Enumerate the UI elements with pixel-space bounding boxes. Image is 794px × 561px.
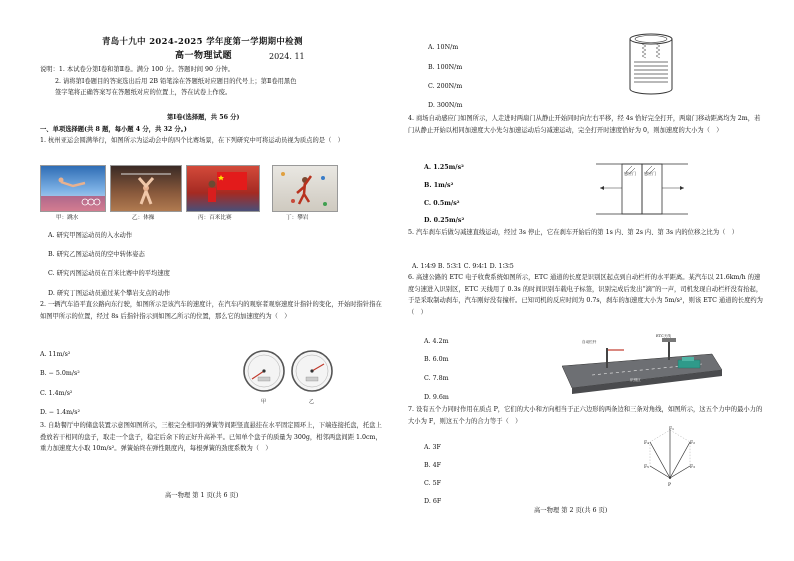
gauge-label-b: 乙 — [309, 399, 315, 405]
q4-option-d[interactable]: D. 0.25m/s² — [424, 217, 465, 224]
note-line-2: 2. 请将第Ⅰ卷题目的答案选出后用 2B 铅笔涂在答题纸对应题目的代号上；第Ⅱ卷用黑色 — [55, 78, 297, 85]
q4-option-c[interactable]: C. 0.5m/s² — [424, 200, 460, 207]
q5-stem: 5. 汽车刹车后做匀减速直线运动，经过 3s 停止，它在刹车开始后的第 1s 内、第 2s 内、第 3s 内的位移之比为（ ） — [408, 229, 739, 236]
q4-option-b[interactable]: B. 1m/s² — [424, 182, 454, 189]
q2-option-c[interactable]: C. 1.4m/s² — [40, 390, 73, 397]
q7-option-a[interactable]: A. 3F — [424, 444, 441, 451]
force-label-f2: F₂ — [690, 441, 695, 446]
q3-option-b[interactable]: B. 100N/m — [428, 64, 463, 71]
q6-option-d[interactable]: D. 9.6m — [424, 394, 449, 401]
q4-option-a[interactable]: A. 1.25m/s² — [424, 164, 464, 171]
q4-stem: 4. 商场自动感应门如图所示，人走进时两扇门从静止开始同时向左右平移，经 4s 恰好完全打开，两扇门移动距离均为 2m，若门从静止开始以相同加速度大小先匀加速运动后匀减速运动，完全打开时速度恰好为 0，则加速度的大小为（ ） — [408, 115, 761, 134]
q6-option-b[interactable]: B. 6.0m — [424, 356, 449, 363]
q5-options[interactable]: A. 1∶4∶9 B. 5∶3∶1 C. 9∶4∶1 D. 1∶3∶5 — [412, 263, 514, 270]
q3-plate-dispenser — [626, 32, 676, 96]
force-label-f4: F₄ — [644, 441, 649, 446]
etc-label-zone: 识别区 — [630, 378, 641, 382]
force-label-f3: F₃ — [690, 465, 695, 470]
page-1 — [40, 0, 385, 561]
door-label-right: 感应门 — [644, 171, 656, 176]
q1-option-b[interactable]: B. 研究乙图运动员的空中转体姿态 — [48, 251, 145, 258]
q6-etc-lane — [562, 326, 722, 396]
q1-option-d[interactable]: D. 研究丁图运动员通过某个攀岩支点的动作 — [48, 290, 171, 297]
force-label-p: P — [668, 483, 672, 488]
q3-option-c[interactable]: C. 200N/m — [428, 83, 463, 90]
q1-option-a[interactable]: A. 研究甲图运动员的入水动作 — [48, 232, 133, 239]
diver-figure-icon — [41, 166, 105, 211]
q1-photo-climbing — [272, 165, 338, 212]
q2-stem: 2. 一辆汽车沿平直公路向东行驶，如图所示是该汽车的速度计，在汽车内的观察者观察速度计指针的变化，开始时指针指在如图甲所示的位置，经过 8s 后指针指示到如图乙所示的位置，那么它的加速度约为（ ） — [40, 301, 382, 320]
q4-sliding-doors — [596, 158, 688, 220]
gauge-label-a: 甲 — [261, 399, 267, 405]
q1-caption-4: 丁：攀岩 — [286, 215, 309, 221]
page-2 — [408, 0, 763, 561]
exam-date: 2024. 11 — [269, 52, 305, 61]
climber-figure-icon — [273, 166, 337, 211]
gymnast-figure-icon — [111, 166, 181, 211]
etc-label-antenna: ETC天线 — [656, 334, 671, 338]
q3-option-d[interactable]: D. 300N/m — [428, 102, 463, 109]
q6-option-a[interactable]: A. 4.2m — [424, 338, 449, 345]
q7-option-d[interactable]: D. 6F — [424, 498, 442, 505]
q1-photo-sprint — [186, 165, 260, 212]
q3-stem: 3. 自助餐厅中的储盘装置示意图如图所示，三根完全相同的弹簧等间距竖直悬挂在水平固定圆环上，下端连接托盘，托盘上叠放若干相同的盘子，取走一个盘子，稳定后余下的正好升高补平。已知单个盘子的质量为 300g，相邻两盘间距 1.0cm，重力加速度大小取 10m/s²。弹簧始终在弹性限度内，每根弹簧的劲度系数为（ ） — [40, 422, 382, 452]
exam-title: 青岛十九中 2024-2025 学年度第一学期期中检测 — [102, 36, 303, 46]
exam-subtitle: 高一物理试题 — [175, 51, 233, 61]
q1-photo-gymnastics — [110, 165, 182, 212]
sprinter-figure-icon — [187, 166, 259, 211]
speedometer-a — [244, 351, 284, 391]
force-label-f5: F₅ — [644, 465, 649, 470]
section-heading: 一、单项选择题(共 8 题，每小题 4 分，共 32 分。) — [40, 126, 187, 133]
q1-caption-2: 乙：体操 — [132, 215, 155, 221]
q7-option-c[interactable]: C. 5F — [424, 480, 441, 487]
force-label-f1: F₁ — [669, 427, 674, 432]
q2-option-b[interactable]: B. − 5.0m/s² — [40, 370, 80, 377]
q7-stem: 7. 设有五个力同时作用在质点 P，它们的大小和方向相当于正六边形的两条边和三条对角线，如图所示，这五个力中的最小力的大小为 F，则这五个力的合力等于（ ） — [408, 406, 763, 425]
etc-label-barrier: 自动栏杆 — [582, 340, 597, 344]
q2-speedometers — [240, 349, 336, 397]
speedometer-b — [292, 351, 332, 391]
note-line-3: 签字笔将正确答案写在答题纸对应的位置上，答在试卷上作废。 — [55, 89, 232, 96]
q1-photo-diving — [40, 165, 106, 212]
q2-option-d[interactable]: D. − 1.4m/s² — [40, 409, 80, 416]
q3-option-a[interactable]: A. 10N/m — [428, 44, 459, 51]
q7-option-b[interactable]: B. 4F — [424, 462, 442, 469]
door-label-left: 感应门 — [624, 171, 636, 176]
q1-caption-3: 丙：百米比赛 — [198, 215, 232, 221]
q2-option-a[interactable]: A. 11m/s² — [40, 351, 71, 358]
q1-stem: 1. 杭州亚运会圆满举行，如图所示为运动会中的四个比赛场景，在下列研究中可将运动员视为质点的是（ ） — [40, 137, 344, 144]
q1-caption-1: 甲：跳水 — [56, 215, 79, 221]
q6-option-c[interactable]: C. 7.8m — [424, 375, 449, 382]
q6-stem: 6. 高速公路的 ETC 电子收费系统如图所示，ETC 通道的长度是识别区起点到自动栏杆的水平距离。某汽车以 21.6km/h 的速度匀速进入识别区，ETC 天线用了 0.3s 的时间识别车载电子标签，识别完成后发出“滴”的一声，司机发现自动栏杆没有抬起，于是采取制动刹车，汽车刚好没有撞杆。已知司机的反应时间为 0.7s，刹车的加速度大小为 5m/s²，则该 ETC 通道的长度约为（ ） — [408, 274, 763, 316]
q1-option-c[interactable]: C. 研究丙图运动员在百米比赛中的平均速度 — [48, 270, 170, 277]
footer-page-2: 高一物理 第 2 页(共 6 页) — [534, 507, 608, 514]
note-line-1: 说明：1. 本试卷分第Ⅰ卷和第Ⅱ卷。满分 100 分。答题时间 90 分钟。 — [40, 66, 234, 73]
footer-page-1: 高一物理 第 1 页(共 6 页) — [165, 492, 239, 499]
part1-heading: 第Ⅰ卷(选择题，共 56 分) — [167, 114, 240, 121]
